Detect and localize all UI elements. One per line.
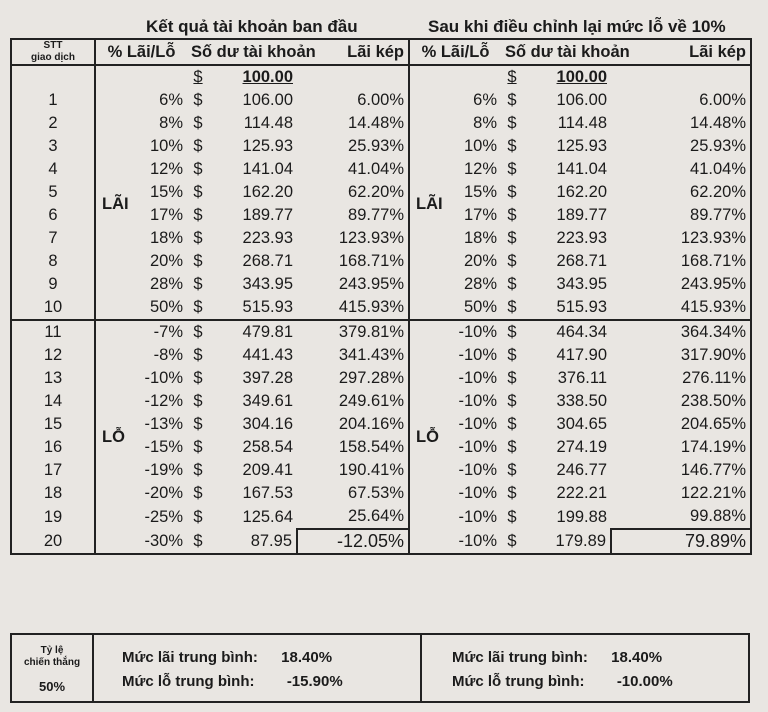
currency-symbol: $ [501,529,523,554]
right-summary [420,633,750,703]
left-compound: 415.93% [297,296,409,320]
left-balance: 441.43 [242,346,293,364]
right-initial-balance: 100.00 [556,68,607,86]
trade-number: 1 [11,89,95,112]
left-avg-profit: 18.40% [281,649,333,666]
right-pct: -10% [458,369,497,387]
right-compound: 6.00% [611,89,751,112]
left-balance: 223.93 [242,229,293,247]
right-compound: 123.93% [611,227,751,250]
group-label: LỖ [409,320,449,554]
left-pct: 15% [149,183,183,201]
left-compound: 158.54% [297,436,409,459]
left-pct: -20% [144,484,183,502]
left-pct: -15% [144,438,183,456]
currency-symbol: $ [193,484,203,502]
trade-number: 3 [11,135,95,158]
avg-profit-label: Mức lãi trung bình: [452,649,588,666]
currency-symbol: $ [193,507,203,526]
right-balance: 222.21 [556,484,607,502]
trade-number: 20 [11,529,95,554]
trade-number: 4 [11,158,95,181]
currency-symbol: $ [193,252,203,270]
right-balance: 343.95 [556,275,607,293]
right-pct: 50% [463,298,497,316]
left-compound: 249.61% [297,390,409,413]
currency-symbol: $ [193,369,203,387]
right-compound: 168.71% [611,250,751,273]
trade-number: 13 [11,367,95,390]
left-pct: -13% [144,415,183,433]
right-balance: 274.19 [556,438,607,456]
trade-number: 16 [11,436,95,459]
currency-symbol: $ [507,114,517,132]
left-balance: 162.20 [242,183,293,201]
right-pct: 28% [463,275,497,293]
currency-symbol: $ [507,137,517,155]
right-pct: 18% [463,229,497,247]
right-pct: 6% [473,91,497,109]
right-balance: 376.11 [557,369,607,387]
right-balance: 417.90 [556,346,607,364]
currency-symbol: $ [507,438,517,456]
left-compound: 243.95% [297,273,409,296]
currency-symbol: $ [187,529,209,554]
left-pct-header: % Lãi/Lỗ [95,39,187,65]
left-compound: 123.93% [297,227,409,250]
right-balance: 189.77 [556,206,607,224]
currency-symbol: $ [507,346,517,364]
right-pct: -10% [458,415,497,433]
right-compound: 14.48% [611,112,751,135]
right-avg-loss: -10.00% [616,673,673,690]
left-pct: -7% [137,320,187,344]
left-pct: 28% [149,275,183,293]
right-compound-header: Lãi kép [611,39,751,65]
win-rate-value: 50% [38,679,66,694]
trade-number: 7 [11,227,95,250]
left-pct: 10% [149,137,183,155]
right-pct: -10% [458,346,497,364]
left-pct: -25% [144,507,183,526]
left-balance: 258.54 [242,438,293,456]
currency-symbol: $ [193,68,203,86]
left-balance: 479.81 [209,320,297,344]
right-balance: 106.00 [556,91,607,109]
left-compound: 25.64% [297,505,409,529]
left-balance: 114.48 [243,114,293,132]
results-table [10,38,752,555]
right-pct: -10% [458,484,497,502]
left-compound: 89.77% [297,204,409,227]
trade-number: 6 [11,204,95,227]
left-summary [92,633,422,703]
trade-number: 2 [11,112,95,135]
currency-symbol: $ [193,137,203,155]
trade-number: 9 [11,273,95,296]
left-compound: 14.48% [297,112,409,135]
left-compound: 204.16% [297,413,409,436]
right-balance: 268.71 [556,252,607,270]
trade-number: 14 [11,390,95,413]
avg-profit-label: Mức lãi trung bình: [122,649,258,666]
win-rate-label-1: Tỷ lệ [40,645,64,656]
right-title: Sau khi điều chỉnh lại mức lỗ về 10% [428,17,726,36]
currency-symbol: $ [193,206,203,224]
trade-number: 18 [11,482,95,505]
left-pct: 17% [149,206,183,224]
right-compound: 89.77% [611,204,751,227]
left-compound: -12.05% [297,529,409,554]
right-pct: 10% [463,137,497,155]
left-balance: 349.61 [242,392,293,410]
initial-row [11,65,751,89]
right-pct: -10% [449,320,501,344]
trade-number: 12 [11,344,95,367]
win-rate-box [10,633,94,703]
left-compound: 67.53% [297,482,409,505]
left-pct: 8% [159,114,183,132]
left-balance: 304.16 [242,415,293,433]
currency-symbol: $ [507,461,517,479]
right-compound: 204.65% [611,413,751,436]
group-label: LÃI [102,194,129,213]
right-compound: 62.20% [611,181,751,204]
currency-symbol: $ [193,275,203,293]
avg-loss-label: Mức lỗ trung bình: [452,673,585,690]
currency-symbol: $ [507,252,517,270]
left-pct: -10% [144,369,183,387]
left-balance: 189.77 [242,206,293,224]
header-row [11,39,751,65]
trade-number: 15 [11,413,95,436]
left-balance: 343.95 [242,275,293,293]
left-avg-loss: -15.90% [286,673,343,690]
right-balance: 338.50 [556,392,607,410]
currency-symbol: $ [193,229,203,247]
right-balance: 464.34 [523,320,611,344]
left-balance: 397.28 [242,369,293,387]
currency-symbol: $ [193,298,203,316]
right-balance: 304.65 [556,415,607,433]
right-balance: 515.93 [556,298,607,316]
left-compound: 168.71% [297,250,409,273]
right-compound: 276.11% [611,367,751,390]
left-compound: 190.41% [297,459,409,482]
currency-symbol: $ [507,91,517,109]
right-compound: 99.88% [611,505,751,529]
left-pct: 50% [149,298,183,316]
currency-symbol: $ [507,160,517,178]
left-balance-header: Số dư tài khoản [187,39,297,65]
currency-symbol: $ [193,91,203,109]
left-compound: 62.20% [297,181,409,204]
right-balance-header: Số dư tài khoản [501,39,611,65]
group-label: LÃI [416,194,443,213]
trade-number: 17 [11,459,95,482]
right-balance: 162.20 [556,183,607,201]
left-pct: 20% [149,252,183,270]
left-title: Kết quả tài khoản ban đầu [146,17,358,36]
currency-symbol: $ [193,415,203,433]
currency-symbol: $ [193,346,203,364]
right-pct: -10% [458,438,497,456]
right-balance: 246.77 [556,461,607,479]
right-pct: 15% [463,183,497,201]
right-avg-profit: 18.40% [611,649,663,666]
right-pct: -10% [449,529,501,554]
currency-symbol: $ [507,415,517,433]
win-rate-label-2: chiến thắng [23,657,81,668]
left-pct: -8% [153,346,183,364]
right-compound: 79.89% [611,529,751,554]
trade-number: 8 [11,250,95,273]
right-compound: 25.93% [611,135,751,158]
left-balance: 106.00 [242,91,293,109]
currency-symbol: $ [507,392,517,410]
left-balance: 87.95 [209,529,297,554]
left-compound: 25.93% [297,135,409,158]
currency-symbol: $ [193,438,203,456]
left-balance: 167.53 [242,484,293,502]
right-pct: 8% [473,114,497,132]
right-pct: -10% [458,461,497,479]
trade-number: 19 [11,505,95,529]
right-pct: 20% [463,252,497,270]
right-pct: -10% [458,507,497,526]
right-balance: 223.93 [556,229,607,247]
right-balance: 141.04 [556,160,607,178]
right-balance: 114.48 [557,114,607,132]
left-compound: 379.81% [297,320,409,344]
trade-number: 5 [11,181,95,204]
left-pct: -12% [144,392,183,410]
left-initial-balance: 100.00 [242,68,293,86]
currency-symbol: $ [507,229,517,247]
left-compound: 341.43% [297,344,409,367]
right-compound: 146.77% [611,459,751,482]
currency-symbol: $ [507,507,517,526]
left-balance: 125.93 [242,137,293,155]
right-balance: 179.89 [523,529,611,554]
right-pct: 12% [463,160,497,178]
left-compound: 297.28% [297,367,409,390]
currency-symbol: $ [501,320,523,344]
stt-header: STT giao dịch [11,39,95,65]
right-compound: 317.90% [611,344,751,367]
currency-symbol: $ [193,160,203,178]
currency-symbol: $ [507,369,517,387]
trade-number: 11 [11,320,95,344]
right-compound: 364.34% [611,320,751,344]
currency-symbol: $ [187,320,209,344]
left-pct: 12% [149,160,183,178]
currency-symbol: $ [507,68,517,86]
right-compound: 41.04% [611,158,751,181]
left-balance: 209.41 [242,461,293,479]
currency-symbol: $ [507,183,517,201]
left-pct: 6% [159,91,183,109]
table-row [11,320,751,344]
left-balance: 268.71 [242,252,293,270]
currency-symbol: $ [193,114,203,132]
left-balance: 125.64 [242,507,293,526]
left-balance: 515.93 [242,298,293,316]
right-balance: 199.88 [556,507,607,526]
currency-symbol: $ [193,183,203,201]
left-pct: 18% [149,229,183,247]
currency-symbol: $ [507,275,517,293]
right-compound: 238.50% [611,390,751,413]
currency-symbol: $ [193,461,203,479]
currency-symbol: $ [507,484,517,502]
currency-symbol: $ [507,206,517,224]
left-pct: -19% [144,461,183,479]
currency-symbol: $ [193,392,203,410]
right-compound: 243.95% [611,273,751,296]
right-balance: 125.93 [556,137,607,155]
right-pct: 17% [463,206,497,224]
right-pct-header: % Lãi/Lỗ [409,39,501,65]
trade-number: 10 [11,296,95,320]
left-balance: 141.04 [242,160,293,178]
currency-symbol: $ [507,298,517,316]
right-compound: 174.19% [611,436,751,459]
table-row [11,89,751,112]
left-compound-header: Lãi kép [297,39,409,65]
avg-loss-label: Mức lỗ trung bình: [122,673,255,690]
group-label: LỖ [95,320,137,554]
right-pct: -10% [458,392,497,410]
left-pct: -30% [137,529,187,554]
right-compound: 415.93% [611,296,751,320]
left-compound: 6.00% [297,89,409,112]
left-compound: 41.04% [297,158,409,181]
right-compound: 122.21% [611,482,751,505]
